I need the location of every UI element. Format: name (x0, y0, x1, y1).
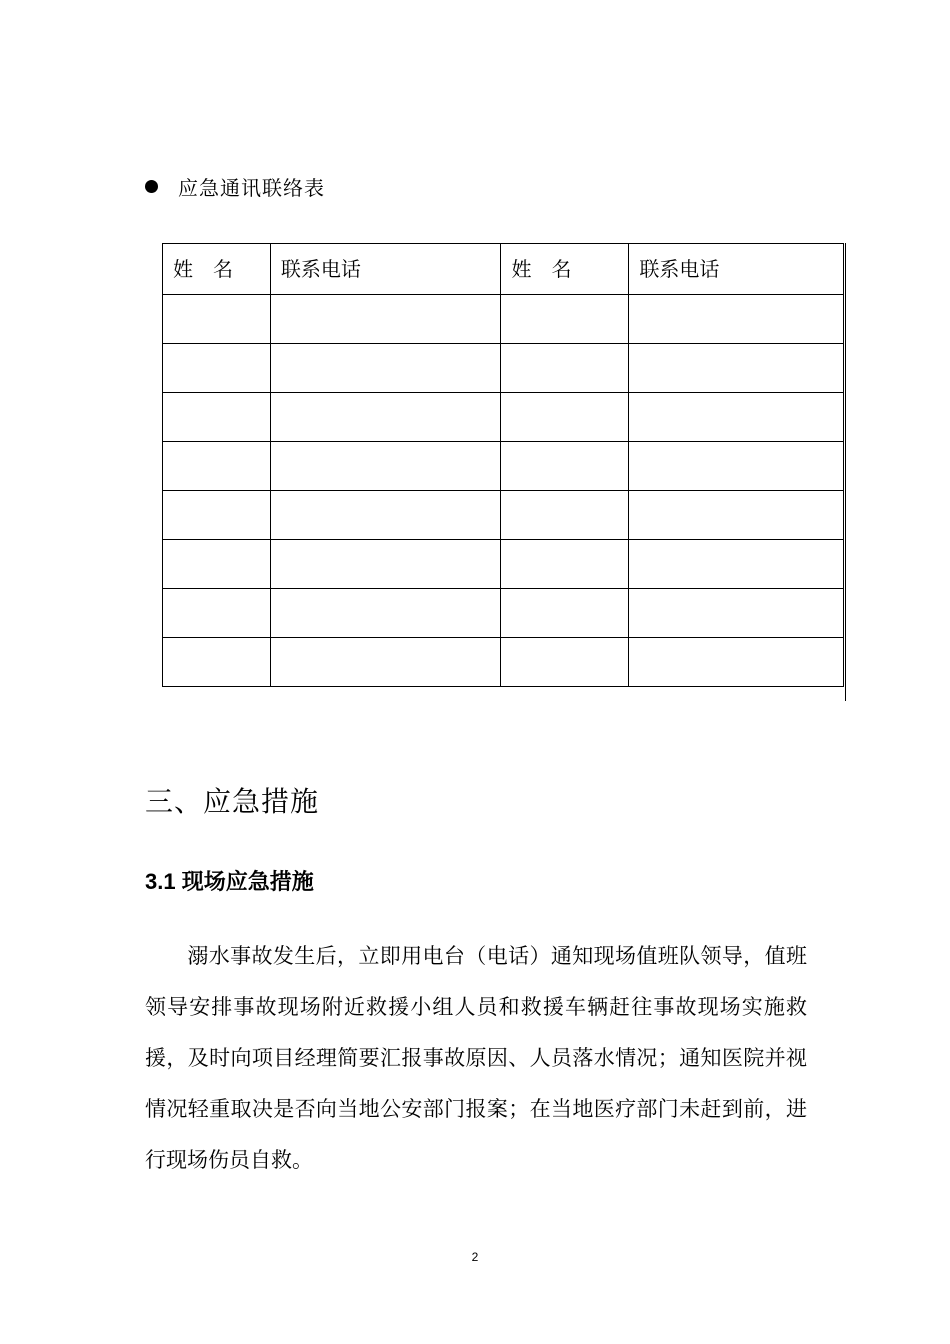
table-cell (163, 442, 271, 491)
table-cell (270, 540, 501, 589)
contact-list-title: 应急通讯联络表 (178, 175, 325, 200)
section-heading: 三、应急措施 (145, 785, 320, 818)
table-cell (629, 442, 844, 491)
table-row (163, 540, 844, 589)
table-cell (163, 393, 271, 442)
page-number: 2 (471, 1250, 479, 1264)
table-right-border (845, 243, 846, 701)
body-paragraph (145, 931, 807, 1186)
table-cell (163, 344, 271, 393)
table-cell (629, 589, 844, 638)
table-row (163, 295, 844, 344)
contact-list-bullet (145, 171, 325, 201)
emergency-contact-table (162, 243, 844, 687)
table-cell (501, 393, 629, 442)
table-cell (163, 295, 271, 344)
table-cell (629, 295, 844, 344)
table-cell (501, 442, 629, 491)
table-row (163, 589, 844, 638)
table-row (163, 491, 844, 540)
table-cell (629, 540, 844, 589)
table-cell (501, 540, 629, 589)
header-name-2: 姓 名 (501, 244, 629, 295)
table-cell (163, 540, 271, 589)
table-cell (629, 344, 844, 393)
table-row (163, 344, 844, 393)
table-cell (501, 491, 629, 540)
table-cell (270, 344, 501, 393)
subsection-heading: 3.1 现场应急措施 (145, 869, 314, 894)
table-cell (270, 442, 501, 491)
table-cell (629, 638, 844, 687)
table-row (163, 638, 844, 687)
table-cell (629, 491, 844, 540)
table-cell (501, 638, 629, 687)
header-phone-1: 联系电话 (270, 244, 501, 295)
table-cell (270, 295, 501, 344)
table-cell (629, 393, 844, 442)
header-phone-2: 联系电话 (629, 244, 844, 295)
table-cell (163, 638, 271, 687)
header-name-1: 姓 名 (163, 244, 271, 295)
table-cell (501, 344, 629, 393)
table-cell (270, 589, 501, 638)
paragraph-text: 溺水事故发生后，立即用电台（电话）通知现场值班队领导，值班领导安排事故现场附近救援小组人员和救援车辆赶往事故现场实施救援，及时向项目经理简要汇报事故原因、人员落水情况；通知医院并视情况轻重取决是否向当地公安部门报案；在当地医疗部门未赶到前，进行现场伤员自救。 (145, 944, 807, 1172)
table-cell (270, 491, 501, 540)
table-cell (270, 638, 501, 687)
bullet-dot-icon (145, 180, 158, 193)
table-cell (163, 589, 271, 638)
table-row (163, 393, 844, 442)
table-cell (501, 589, 629, 638)
table-row (163, 442, 844, 491)
table-header-row (163, 244, 844, 295)
table-cell (270, 393, 501, 442)
table-cell (501, 295, 629, 344)
table-cell (163, 491, 271, 540)
